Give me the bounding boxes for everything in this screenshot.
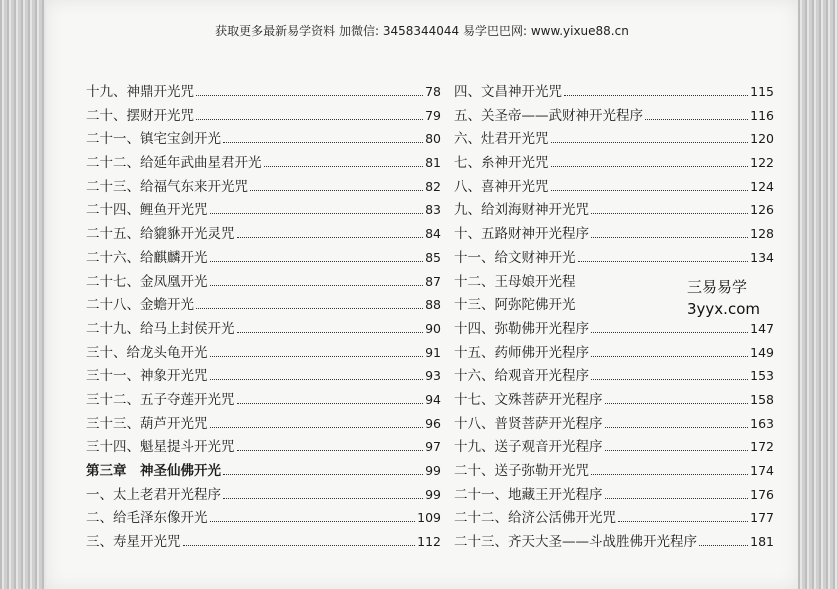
toc-entry xyxy=(86,104,441,128)
toc-entry-page-number: 149 xyxy=(750,344,774,360)
toc-leader-dots xyxy=(591,474,748,475)
toc-entry-title: 二十、摆财开光咒 xyxy=(86,107,194,124)
toc-entry-title: 十六、给观音开光程序 xyxy=(454,368,589,385)
toc-entry-page-number: 85 xyxy=(425,249,441,265)
toc-leader-dots xyxy=(551,190,749,191)
toc-entry-page-number: 90 xyxy=(425,320,441,336)
toc-entry xyxy=(454,341,774,365)
toc-leader-dots xyxy=(237,450,424,451)
toc-entry-title: 三十二、五子夺莲开光咒 xyxy=(86,391,235,408)
toc-entry-page-number: 124 xyxy=(750,178,774,194)
toc-entry-title: 二十、送子弥勒开光咒 xyxy=(454,463,589,479)
document-page xyxy=(46,0,798,589)
toc-entry-title: 四、文昌神开光咒 xyxy=(454,84,562,100)
toc-entry xyxy=(454,222,774,246)
toc-leader-dots xyxy=(210,261,424,262)
toc-entry-title: 三十三、葫芦开光咒 xyxy=(86,415,208,432)
toc-entry xyxy=(86,506,441,530)
toc-entry-title: 六、灶君开光咒 xyxy=(454,131,549,148)
toc-entry-page-number: 84 xyxy=(425,226,441,242)
toc-leader-dots xyxy=(237,403,424,404)
toc-leader-dots xyxy=(237,237,424,238)
toc-leader-dots xyxy=(591,237,748,238)
toc-entry-page-number: 109 xyxy=(417,510,441,526)
toc-entry-page-number: 96 xyxy=(425,415,441,431)
toc-entry-title: 二十八、金蟾开光 xyxy=(86,297,194,314)
toc-leader-dots xyxy=(223,142,423,143)
toc-leader-dots xyxy=(591,379,748,380)
toc-entry xyxy=(454,530,774,554)
toc-leader-dots xyxy=(264,166,424,167)
toc-entry-page-number: 99 xyxy=(425,463,441,478)
toc-entry-title: 五、关圣帝——武财神开光程序 xyxy=(454,107,643,124)
scan-edge-right xyxy=(798,0,838,589)
toc-entry xyxy=(454,435,774,459)
toc-entry xyxy=(454,459,774,483)
toc-entry-page-number: 93 xyxy=(425,368,441,384)
toc-entry-title: 十一、给文财神开光 xyxy=(454,249,576,266)
toc-leader-dots xyxy=(591,332,748,333)
toc-entry xyxy=(86,435,441,459)
toc-entry-title: 十四、弥勒佛开光程序 xyxy=(454,320,589,337)
scan-edge-left xyxy=(0,0,46,589)
toc-entry xyxy=(86,293,441,317)
toc-entry xyxy=(454,506,774,530)
toc-entry xyxy=(454,198,774,222)
toc-entry-page-number: 177 xyxy=(750,510,774,526)
toc-entry xyxy=(454,175,774,199)
toc-entry-page-number: 181 xyxy=(750,534,774,550)
toc-entry-title: 二十五、给貔貅开光灵咒 xyxy=(86,226,235,243)
toc-entry-page-number: 91 xyxy=(425,344,441,360)
toc-entry xyxy=(454,483,774,507)
toc-entry-title: 第三章 神圣仙佛开光 xyxy=(86,463,221,479)
toc-leader-dots xyxy=(223,498,423,499)
toc-leader-dots xyxy=(183,545,416,546)
toc-entry-title: 二十三、给福气东来开光咒 xyxy=(86,178,248,195)
toc-entry-title: 七、糸神开光咒 xyxy=(454,155,549,172)
toc-entry xyxy=(86,317,441,341)
watermark-line-1: 三易易学 xyxy=(687,278,748,296)
toc-entry-title: 十三、阿弥陀佛开光 xyxy=(454,297,576,314)
toc-entry-page-number: 79 xyxy=(425,107,441,123)
toc-entry-page-number: 176 xyxy=(750,486,774,502)
toc-leader-dots xyxy=(210,285,424,286)
toc-entry-page-number: 80 xyxy=(425,131,441,147)
toc-entry xyxy=(86,246,441,270)
toc-entry xyxy=(86,341,441,365)
toc-leader-dots xyxy=(564,95,748,96)
toc-entry-title: 三、寿星开光咒 xyxy=(86,534,181,551)
toc-entry-page-number: 88 xyxy=(425,297,441,313)
toc-leader-dots xyxy=(237,332,424,333)
toc-entry-title: 十二、王母娘开光程 xyxy=(454,273,576,290)
toc-entry-title: 十七、文殊菩萨开光程序 xyxy=(454,391,603,408)
toc-entry xyxy=(86,388,441,412)
toc-entry-title: 十九、神鼎开光咒 xyxy=(86,84,194,100)
toc-entry xyxy=(86,530,441,554)
toc-entry xyxy=(86,270,441,294)
watermark-stamp xyxy=(681,276,766,320)
toc-leader-dots xyxy=(210,521,416,522)
toc-entry-title: 三十、给龙头龟开光 xyxy=(86,344,208,361)
toc-leader-dots xyxy=(618,521,748,522)
toc-entry-title: 二十九、给马上封侯开光 xyxy=(86,320,235,337)
page-header: 获取更多最新易学资料 加微信: 3458344044 易学巴巴网: www.yixue88.cn xyxy=(215,24,629,38)
toc-chapter-heading xyxy=(86,459,441,483)
toc-entry-title: 二十四、鲤鱼开光咒 xyxy=(86,202,208,219)
toc-entry-page-number: 116 xyxy=(750,107,774,123)
toc-leader-dots xyxy=(210,356,424,357)
toc-leader-dots xyxy=(699,545,748,546)
toc-entry xyxy=(454,127,774,151)
toc-entry-page-number: 82 xyxy=(425,178,441,194)
toc-entry xyxy=(86,364,441,388)
toc-leader-dots xyxy=(605,427,749,428)
toc-entry-page-number: 126 xyxy=(750,202,774,218)
toc-entry-title: 二十一、地藏王开光程序 xyxy=(454,486,603,503)
toc-entry xyxy=(86,175,441,199)
toc-entry-title: 八、喜神开光咒 xyxy=(454,178,549,195)
toc-entry-page-number: 128 xyxy=(750,226,774,242)
toc-entry-title: 二十六、给麒麟开光 xyxy=(86,249,208,266)
toc-leader-dots xyxy=(196,308,423,309)
toc-entry-page-number: 78 xyxy=(425,84,441,99)
toc-entry-title: 二十七、金凤凰开光 xyxy=(86,273,208,290)
toc-entry-title: 十八、普贤菩萨开光程序 xyxy=(454,415,603,432)
toc-leader-dots xyxy=(250,190,423,191)
toc-leader-dots xyxy=(591,213,748,214)
toc-leader-dots xyxy=(196,95,423,96)
toc-entry-title: 三十一、神象开光咒 xyxy=(86,368,208,385)
toc-entry-title: 三十四、魁星提斗开光咒 xyxy=(86,439,235,456)
toc-entry xyxy=(454,388,774,412)
toc-entry-title: 九、给刘海财神开光咒 xyxy=(454,202,589,219)
toc-leader-dots xyxy=(605,450,749,451)
toc-entry xyxy=(454,246,774,270)
toc-entry-title: 二、给毛泽东像开光 xyxy=(86,510,208,527)
toc-leader-dots xyxy=(210,213,424,214)
toc-leader-dots xyxy=(605,498,749,499)
toc-entry-page-number: 83 xyxy=(425,202,441,218)
toc-entry-title: 二十二、给延年武曲星君开光 xyxy=(86,155,262,172)
toc-entry-title: 十九、送子观音开光程序 xyxy=(454,439,603,456)
toc-entry xyxy=(86,222,441,246)
toc-entry-page-number: 122 xyxy=(750,155,774,171)
toc-entry-page-number: 147 xyxy=(750,320,774,336)
toc-entry-page-number: 99 xyxy=(425,486,441,502)
toc-entry xyxy=(86,412,441,436)
toc-entry xyxy=(454,317,774,341)
toc-leader-dots xyxy=(210,427,424,428)
toc-entry-page-number: 94 xyxy=(425,391,441,407)
toc-entry-page-number: 81 xyxy=(425,155,441,171)
toc-leader-dots xyxy=(605,403,749,404)
toc-entry-page-number: 97 xyxy=(425,439,441,455)
toc-entry-page-number: 174 xyxy=(750,463,774,478)
toc-entry xyxy=(86,483,441,507)
toc-entry xyxy=(454,412,774,436)
toc-entry-title: 二十二、给济公活佛开光咒 xyxy=(454,510,616,527)
toc-entry xyxy=(454,80,774,104)
toc-entry xyxy=(86,80,441,104)
toc-column-left xyxy=(86,80,441,554)
toc-entry-page-number: 112 xyxy=(417,534,441,550)
toc-leader-dots xyxy=(210,379,424,380)
toc-entry xyxy=(86,198,441,222)
toc-entry-page-number: 115 xyxy=(750,84,774,99)
toc-leader-dots xyxy=(196,119,423,120)
toc-entry xyxy=(454,364,774,388)
toc-entry-page-number: 172 xyxy=(750,439,774,455)
toc-entry-page-number: 134 xyxy=(750,249,774,265)
toc-entry-title: 十五、药师佛开光程序 xyxy=(454,344,589,361)
toc-entry xyxy=(454,151,774,175)
toc-entry-page-number: 120 xyxy=(750,131,774,147)
toc-entry-title: 一、太上老君开光程序 xyxy=(86,486,221,503)
toc-entry xyxy=(86,127,441,151)
watermark-line-2: 3yyx.com xyxy=(687,300,760,318)
toc-entry-title: 二十一、镇宅宝剑开光 xyxy=(86,131,221,148)
toc-leader-dots xyxy=(551,166,749,167)
toc-leader-dots xyxy=(551,142,749,143)
toc-entry xyxy=(454,104,774,128)
toc-leader-dots xyxy=(223,474,423,475)
toc-leader-dots xyxy=(591,356,748,357)
toc-leader-dots xyxy=(645,119,748,120)
toc-entry xyxy=(86,151,441,175)
toc-entry-page-number: 153 xyxy=(750,368,774,384)
toc-entry-title: 十、五路财神开光程序 xyxy=(454,226,589,243)
toc-entry-page-number: 163 xyxy=(750,415,774,431)
toc-leader-dots xyxy=(578,261,749,262)
toc-entry-title: 二十三、齐天大圣——斗战胜佛开光程序 xyxy=(454,534,697,551)
toc-entry-page-number: 87 xyxy=(425,273,441,289)
toc-entry-page-number: 158 xyxy=(750,391,774,407)
